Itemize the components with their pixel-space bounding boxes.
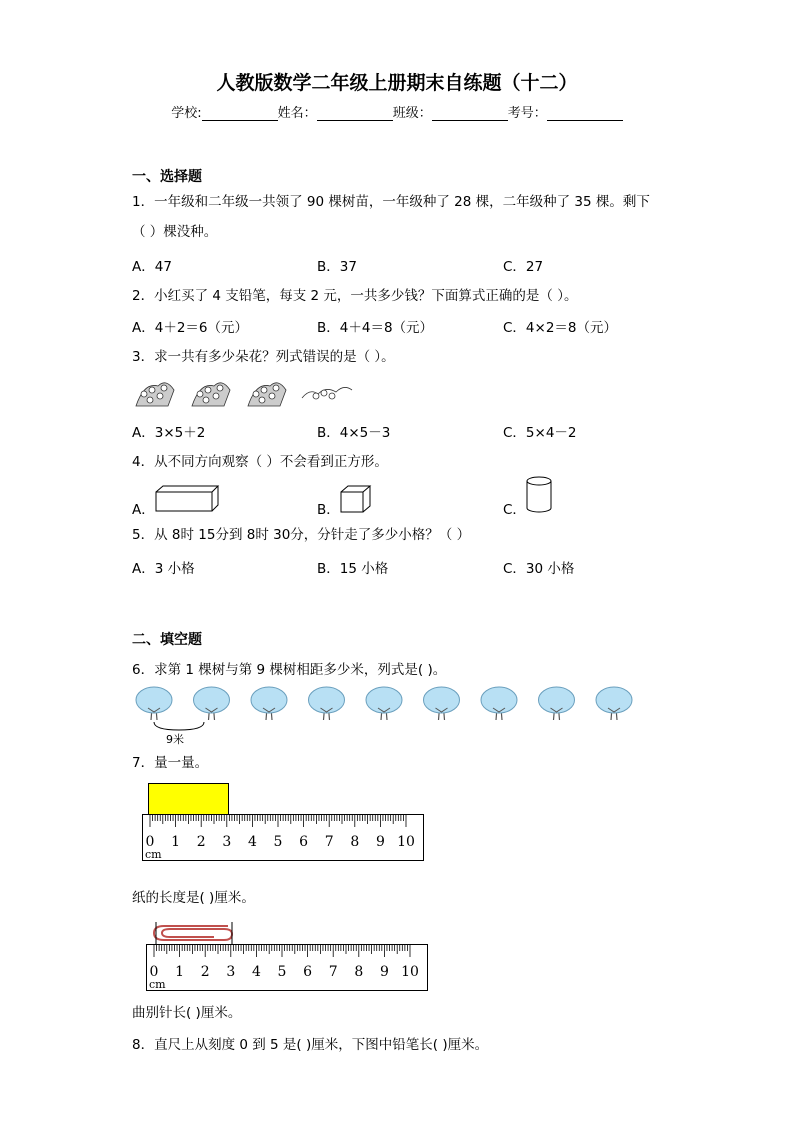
q2-text: 2．小红买了 4 支铅笔，每支 2 元，一共多少钱？下面算式正确的是（ ）。 [132,288,578,304]
school-blank[interactable] [202,106,278,121]
cuboid-shape [155,485,221,513]
id-blank[interactable] [547,106,623,121]
distance-brace [154,722,204,730]
ruler-number: 7 [328,964,338,980]
ruler-number: 0 [149,964,159,980]
id-label: 考号： [507,106,547,121]
tree-4 [309,687,345,720]
tree-1 [136,687,172,720]
ruler-number: 10 [397,834,415,850]
section-title-fill: 二、填空题 [132,632,202,648]
ruler-number: 9 [379,964,389,980]
ruler-number: 6 [303,964,313,980]
ruler-number: 4 [251,964,261,980]
q4-option-b[interactable]: B． [317,502,340,518]
q1-line1: 1．一年级和二年级一共领了 90 棵树苗，一年级种了 28 棵，二年级种了 35 棵。剩下 [132,194,650,210]
q4-option-c[interactable]: C． [503,502,526,518]
ruler-2 [146,944,428,991]
paperclip-image [150,920,238,946]
ruler-number: 1 [171,834,181,850]
cylinder-shape [525,476,555,514]
tree-8 [539,687,575,720]
q3-option-a[interactable]: A．3×5＋2 [132,425,206,441]
q5-option-c[interactable]: C．30 小格 [503,561,575,577]
q1-line2: （ ）棵没种。 [132,224,218,240]
ruler-number: 8 [350,834,360,850]
flower-cluster-3 [248,383,286,406]
q1-option-a[interactable]: A．47 [132,259,172,275]
tree-row-image [130,686,640,746]
ruler-number: 1 [175,964,185,980]
ruler-1 [142,814,424,861]
ruler-number: 4 [247,834,257,850]
ruler-number: 6 [299,834,309,850]
ruler-number: 2 [200,964,210,980]
tree-7 [481,687,517,720]
ruler-number: 2 [196,834,206,850]
cube-shape [340,485,374,513]
q3-option-b[interactable]: B．4×5－3 [317,425,391,441]
flower-clusters-image [134,376,364,410]
q7-paper-text: 纸的长度是( )厘米。 [132,890,255,906]
q2-option-b[interactable]: B．4＋4＝8（元） [317,320,434,336]
page-title: 人教版数学二年级上册期末自练题（十二） [216,72,578,94]
distance-label: 9米 [166,733,184,746]
ruler-unit: cm [149,978,166,991]
ruler-number: 9 [375,834,385,850]
ruler-number: 0 [145,834,155,850]
ruler-number: 5 [277,964,287,980]
q7-text: 7．量一量。 [132,755,209,771]
student-info [0,102,794,121]
q8-text: 8．直尺上从刻度 0 到 5 是( )厘米，下图中铅笔长( )厘米。 [132,1037,489,1053]
school-label: 学校: [171,106,202,121]
tree-2 [194,687,230,720]
ruler-unit: cm [145,848,162,861]
tree-3 [251,687,287,720]
ruler-number: 8 [354,964,364,980]
ruler-number: 7 [324,834,334,850]
flower-cluster-1 [136,383,174,406]
flower-cluster-2 [192,383,230,406]
q7-clip-text: 曲别针长( )厘米。 [132,1005,242,1021]
tree-5 [366,687,402,720]
class-blank[interactable] [432,106,508,121]
q4-text: 4．从不同方向观察（ ）不会看到正方形。 [132,454,388,470]
ruler-number: 10 [401,964,419,980]
section-title-choice: 一、选择题 [132,169,202,185]
q3-text: 3．求一共有多少朵花？列式错误的是（ ）。 [132,349,395,365]
ruler-number: 3 [226,964,236,980]
q2-option-a[interactable]: A．4＋2＝6（元） [132,320,249,336]
name-label: 姓名： [277,106,317,121]
class-label: 班级： [392,106,432,121]
yellow-paper [148,783,229,815]
ruler-number: 3 [222,834,232,850]
q5-option-a[interactable]: A．3 小格 [132,561,195,577]
q5-option-b[interactable]: B．15 小格 [317,561,389,577]
q3-option-c[interactable]: C．5×4－2 [503,425,577,441]
q2-option-c[interactable]: C．4×2＝8（元） [503,320,618,336]
q5-text: 5．从 8时 15分到 8时 30分，分针走了多少小格？（ ） [132,527,471,543]
flower-cluster-4 [302,387,352,399]
tree-6 [424,687,460,720]
tree-9 [596,687,632,720]
q6-text: 6．求第 1 棵树与第 9 棵树相距多少米，列式是( )。 [132,662,447,678]
name-blank[interactable] [317,106,393,121]
q1-option-b[interactable]: B．37 [317,259,357,275]
q4-option-a[interactable]: A． [132,502,155,518]
ruler-number: 5 [273,834,283,850]
q1-option-c[interactable]: C．27 [503,259,544,275]
